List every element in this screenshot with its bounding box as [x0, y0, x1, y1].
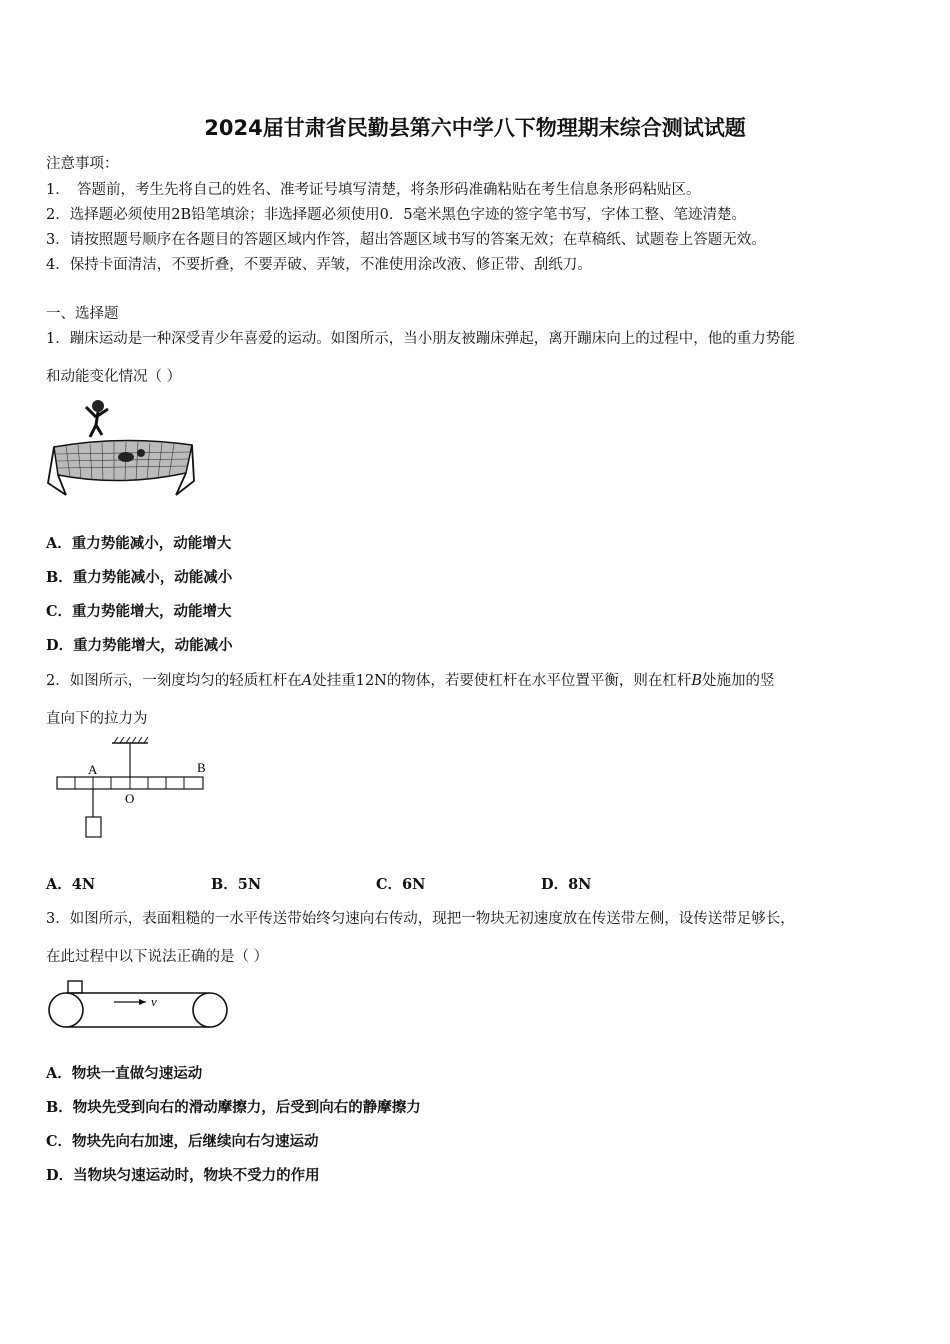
- q1-stem-line1: 1．蹦床运动是一种深受青少年喜爱的运动。如图所示，当小朋友被蹦床弹起，离开蹦床向上的过程中，他的重力势能: [46, 331, 795, 347]
- conveyor-figure: [48, 980, 230, 1032]
- q2-stem-part: 2．如图所示，一刻度均匀的轻质杠杆在: [46, 673, 302, 689]
- q2-option-b[interactable]: B．5N: [211, 876, 262, 893]
- lever-label-b: B: [197, 760, 206, 775]
- notice-item: 1． 答题前，考生先将自己的姓名、准考证号填写清楚，将条形码准确粘贴在考生信息条形码粘贴区。: [46, 182, 701, 198]
- q2-point-a: A: [301, 673, 313, 689]
- q3-option-d[interactable]: D．当物块匀速运动时，物块不受力的作用: [46, 1167, 320, 1184]
- q1-option-a[interactable]: A．重力势能减小，动能增大: [46, 535, 232, 552]
- q1-stem-line2: 和动能变化情况（ ）: [46, 369, 182, 385]
- notice-heading: 注意事项：: [46, 156, 119, 172]
- section-heading: 一、选择题: [46, 306, 119, 322]
- q3-stem-line1: 3．如图所示，表面粗糙的一水平传送带始终匀速向右传动，现把一物块无初速度放在传送带左侧，设传送带足够长，: [46, 911, 795, 927]
- q2-option-a[interactable]: A．4N: [46, 876, 96, 893]
- q2-option-d[interactable]: D．8N: [541, 876, 592, 893]
- q2-stem-part: 处施加的竖: [702, 673, 775, 689]
- lever-figure: [50, 735, 220, 845]
- q1-option-c[interactable]: C．重力势能增大，动能增大: [46, 603, 232, 620]
- trampoline-figure: [46, 395, 196, 505]
- q2-stem-part: 处挂重12N的物体，若要使杠杆在水平位置平衡，则在杠杆: [312, 673, 692, 689]
- q3-option-c[interactable]: C．物块先向右加速，后继续向右匀速运动: [46, 1133, 319, 1150]
- notice-item: 2．选择题必须使用2B铅笔填涂；非选择题必须使用0．5毫米黑色字迹的签字笔书写，字体工整、笔迹清楚。: [46, 207, 747, 223]
- q3-option-b[interactable]: B．物块先受到向右的滑动摩擦力，后受到向右的静摩擦力: [46, 1099, 421, 1116]
- page-title: 2024届甘肃省民勤县第六中学八下物理期末综合测试试题: [204, 116, 746, 140]
- q3-option-a[interactable]: A．物块一直做匀速运动: [46, 1065, 203, 1082]
- q2-stem-line1: [46, 669, 775, 690]
- q3-stem-line2: 在此过程中以下说法正确的是（ ）: [46, 949, 269, 965]
- q1-option-d[interactable]: D．重力势能增大，动能减小: [46, 637, 233, 654]
- velocity-label: v: [151, 994, 157, 1009]
- q1-option-b[interactable]: B．重力势能减小，动能减小: [46, 569, 233, 586]
- q2-option-c[interactable]: C．6N: [376, 876, 426, 893]
- q2-point-b: B: [691, 673, 703, 689]
- lever-label-a: A: [88, 762, 98, 777]
- notice-item: 3．请按照题号顺序在各题目的答题区域内作答，超出答题区域书写的答案无效；在草稿纸、试题卷上答题无效。: [46, 232, 766, 248]
- notice-item: 4．保持卡面清洁，不要折叠，不要弄破、弄皱，不准使用涂改液、修正带、刮纸刀。: [46, 257, 592, 273]
- q2-stem-line2: 直向下的拉力为: [46, 711, 148, 727]
- lever-label-o: O: [125, 791, 135, 806]
